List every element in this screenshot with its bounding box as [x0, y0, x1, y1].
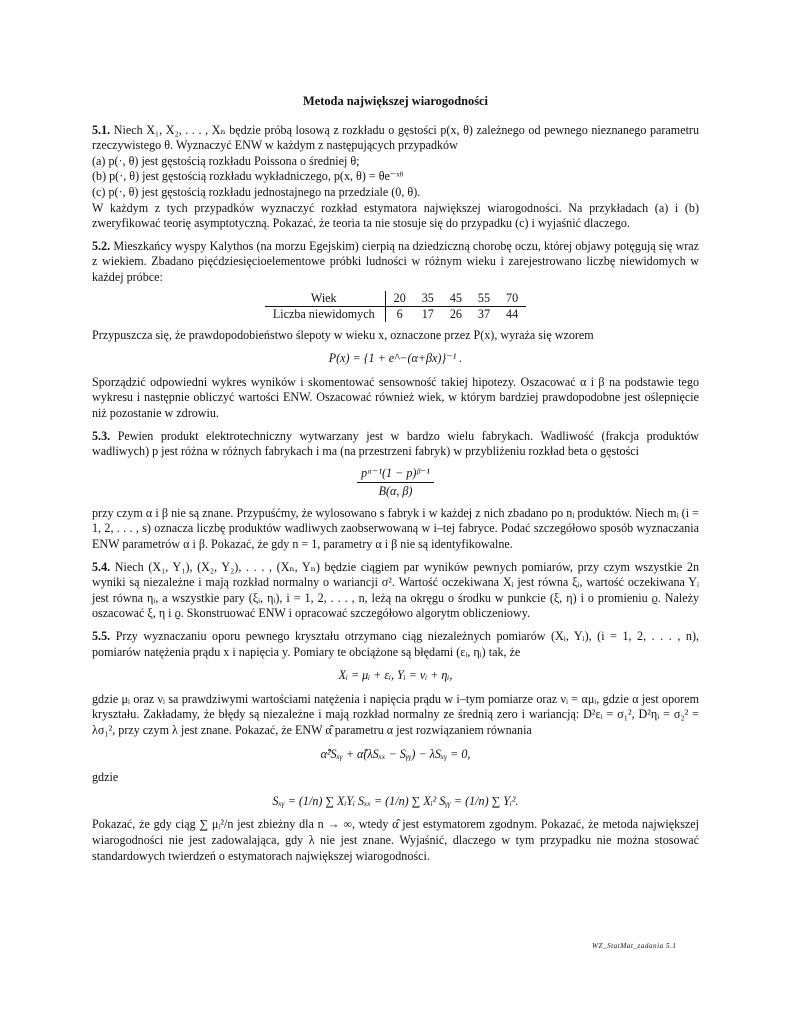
problem-number: 5.1. [92, 122, 111, 137]
table-cell: 55 [470, 291, 498, 307]
problem-number: 5.3. [92, 428, 111, 443]
formula: Xᵢ = μᵢ + εᵢ, Yᵢ = νᵢ + ηᵢ, [338, 668, 453, 683]
table-cell: 45 [442, 291, 470, 307]
fraction-numerator: pᵅ⁻¹(1 − p)ᵝ⁻¹ [357, 466, 434, 484]
age-blindness-table [265, 291, 526, 322]
case-c: (c) p(·, θ) jest gęstością rozkładu jednostajnego na przedziale (0, θ). [92, 184, 421, 199]
problem-5-2 [92, 239, 699, 422]
table-cell: 20 [385, 291, 414, 307]
fraction [357, 466, 434, 500]
problem-text: W każdym z tych przypadków wyznaczyć rozkład estymatora największej wiarogodności. Na przykładach (a) i (b) zweryfikować teorię asymptotyczną. Pokazać, że teoria ta nie stosuje się do przypadku (c) i wyjaśnić dlaczego. [92, 200, 699, 231]
problem-number: 5.2. [92, 238, 111, 253]
problem-number: 5.4. [92, 559, 111, 574]
problem-5-4 [92, 560, 699, 622]
problem-number: 5.5. [92, 629, 111, 644]
problem-text: Niech X₁, X₂, . . . , Xₙ będzie próbą losową z rozkładu o gęstości p(x, θ) zależnego od pewnego nieznanego parametru rzeczywistego θ. Wyznaczyć ENW w każdym z następujących przypadków [92, 122, 699, 153]
problem-text: Przypuszcza się, że prawdopodobieństwo ślepoty w wieku x, oznaczone przez P(x), wyraża się wzorem [92, 327, 594, 342]
fraction-denominator: B(α, β) [378, 484, 413, 499]
problem-text: Niech (X₁, Y₁), (X₂, Y₂), . . . , (Xₙ, Yₙ) będzie ciągiem par wyników pewnych pomiarów, przy czym wszystkie 2n wyniki są niezależne i mają rozkład normalny o wariancji σ². Wartość oczekiwana Xᵢ jest równa ξᵢ, wartość oczekiwana Yᵢ jest równa ηᵢ, a wszystkie pary (ξᵢ, ηᵢ), i = 1, 2, . . . , n, leżą na okręgu o środku w punkcie (ξ, η) i o promieniu ϱ. Należy oszacować ξ, η i ϱ. Skonstruować ENW i opracować szczegółowo algorytm obliczeniowy. [92, 559, 700, 621]
table-cell: 44 [506, 306, 519, 321]
table-row [265, 306, 526, 322]
problem-text: Sporządzić odpowiedni wykres wyników i skomentować sensowność takiej hipotezy. Oszacować α i β na podstawie tego wykresu i następnie obliczyć wartości ENW. Oszacować również wiek, w którym bardziej prawdopodobne jest oślepnięcie niż pozostanie w zdrowiu. [92, 374, 699, 420]
table-cell: 37 [477, 306, 491, 321]
problem-text: Mieszkańcy wyspy Kalythos (na morzu Egejskim) cierpią na dziedziczną chorobę oczu, której objawy potęgują się wraz z wiekiem. Zbadano pięćdziesięcioelementowe próbki ludności w różnym wieku i zarejestrowano liczbę niewidomych w każdej próbce: [92, 238, 699, 284]
formula: Sₓᵧ = (1/n) ∑ XᵢYᵢ Sₓₓ = (1/n) ∑ Xᵢ² Sᵧᵧ = (1/n) ∑ Yᵢ². [272, 793, 519, 808]
table-row [265, 291, 526, 307]
problem-text: gdzie [92, 770, 119, 785]
row-label: Wiek [265, 291, 385, 307]
formula [92, 466, 699, 500]
table-cell: 70 [498, 291, 526, 307]
table-cell: 26 [449, 306, 462, 321]
table-cell: 6 [396, 306, 403, 321]
row-label: Liczba niewidomych [265, 306, 385, 322]
table-cell: 35 [414, 291, 442, 307]
table-cell: 17 [421, 306, 434, 321]
problem-5-5 [92, 629, 699, 864]
problem-text: Pokazać, że gdy ciąg ∑ μᵢ²/n jest zbieżny dla n → ∞, wtedy α̂ jest estymatorem zgodnym. Pokazać, że metoda największej wiarogodności nie jest zadowalająca, gdy λ nie jest znane. Wyjaśnić, dlaczego w tym przypadku nie można stosować standardowych twierdzeń o estymatorach największej wiarogodności. [92, 817, 699, 863]
formula: α̂²Sₓᵧ + α̂(λSₓₓ − Sᵧᵧ) − λSₓᵧ = 0, [320, 746, 471, 761]
problem-text: Przy wyznaczaniu oporu pewnego kryształu otrzymano ciąg niezależnych pomiarów (Xᵢ, Yᵢ), (i = 1, 2, . . . , n), pomiarów natężenia prądu x i napięcia y. Pomiary te obciążone są błędami (εᵢ, ηᵢ) tak, że [92, 629, 700, 659]
problem-text: przy czym α i β nie są znane. Przypuśćmy, że wylosowano s fabryk i w każdej z nich zbadano po nᵢ produktów. Niech mᵢ (i = 1, 2, . . . , s) oznacza liczbę produktów wadliwych zaobserwowaną w i–tej fabryce. Podać szczegółowo sposób wyznaczania ENW parametrów α i β. Pokazać, że gdy n = 1, parametry α i β nie są identyfikowalne. [92, 505, 699, 552]
problem-5-1 [92, 123, 699, 232]
page-footer: WZ_StatMat_zadania 5.1 [592, 942, 677, 950]
page-title: Metoda największej wiarogodności [303, 94, 488, 108]
case-a: (a) p(·, θ) jest gęstością rozkładu Poissona o średniej θ; [92, 153, 360, 168]
formula: P(x) = {1 + e^−(α+βx)}⁻¹ . [328, 351, 463, 366]
problem-text: Pewien produkt elektrotechniczny wytwarzany jest w bardzo wielu fabrykach. Wadliwość (frakcja produktów wadliwych) p jest różna w różnych fabrykach i ma (na przestrzeni fabryk) w przybliżeniu rozkład beta o gęstości [92, 428, 699, 459]
case-b: (b) p(·, θ) jest gęstością rozkładu wykładniczego, p(x, θ) = θe⁻ˣᶿ [92, 169, 404, 184]
problem-5-3 [92, 429, 699, 553]
problem-text: gdzie μᵢ oraz νᵢ sa prawdziwymi wartościami natężenia i napięcia prądu w i–tym pomiarze oraz νᵢ = αμᵢ, gdzie α jest oporem kryształu. Zakładamy, że błędy są niezależne i mają rozkład normalny ze średnią zero i wariancją: D²εᵢ = σ₁², D²ηᵢ = σ₂² = λσ₁², przy czym λ jest znane. Pokazać, że ENW α̂ parametru α jest rozwiązaniem równania [92, 691, 699, 737]
document-page [92, 94, 699, 871]
